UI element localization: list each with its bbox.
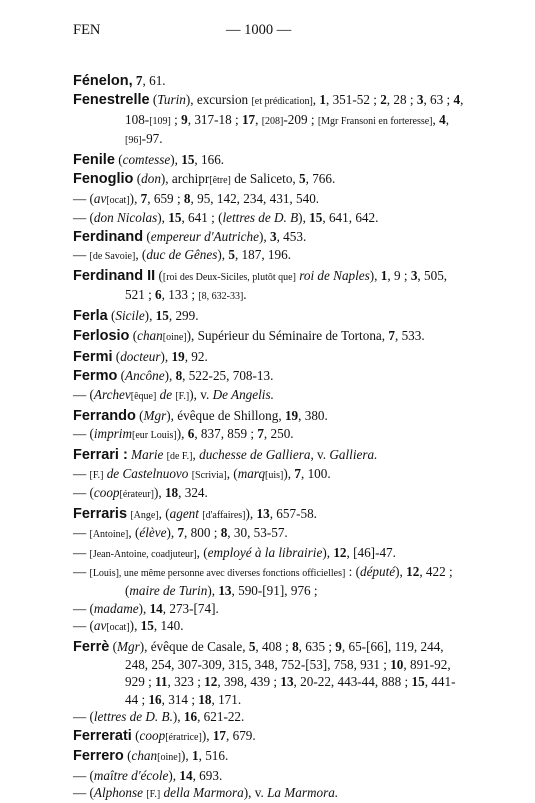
index-subentry <box>73 524 468 543</box>
italic-text: marq <box>237 465 266 481</box>
entry-text: ), <box>369 267 381 283</box>
entry-text: ), <box>181 748 193 764</box>
volume-number: 7 <box>140 190 148 206</box>
italic-text: docteur <box>120 348 161 364</box>
entry-headword: Ferrè <box>73 638 110 655</box>
entry-text: ( <box>149 92 158 108</box>
volume-number: 4 <box>439 111 446 127</box>
entry-text: , 133 ; <box>161 287 199 303</box>
italic-text: comtesse <box>122 151 171 167</box>
bracket-note: [de Savoie] <box>89 251 136 263</box>
entry-text: , 679. <box>226 727 256 743</box>
entry-text: , 273-[74]. <box>162 600 219 616</box>
entry-text: , 108- <box>125 92 464 127</box>
index-entry <box>73 72 468 90</box>
entry-text: ), <box>201 727 213 743</box>
entry-text: — ( <box>73 425 94 441</box>
italic-text: Mgr <box>143 407 167 423</box>
italic-text: De Angelis. <box>212 386 274 402</box>
entry-text: ( <box>117 368 126 384</box>
entry-text: ), <box>322 544 334 560</box>
volume-number: 15 <box>411 674 425 690</box>
volume-number: 11 <box>155 674 168 690</box>
italic-text: roi de Naples <box>299 267 370 283</box>
volume-number: 19 <box>171 348 185 364</box>
entry-text: , 380. <box>298 407 328 423</box>
entry-text: , <box>432 111 440 127</box>
entry-text: ( <box>135 407 144 423</box>
volume-number: 6 <box>187 425 195 441</box>
bracket-note: [de F.] <box>166 450 193 462</box>
entry-text: ), v. <box>189 386 213 402</box>
volume-number: 8 <box>292 638 299 654</box>
index-entry <box>73 170 468 189</box>
entry-text: — <box>73 247 90 263</box>
index-subentry <box>73 708 468 725</box>
index-subentry <box>73 600 468 617</box>
italic-text: duc de Gênes <box>146 247 218 263</box>
entry-text: — ( <box>73 617 94 633</box>
bracket-note: [Jean-Antoine, coadjuteur] <box>89 548 197 560</box>
entry-text: -209 ; <box>283 111 318 127</box>
volume-number: 3 <box>416 92 424 108</box>
entry-text: , <box>192 446 200 462</box>
entry-text: , 505, 521 ; <box>125 267 448 303</box>
entry-text: , 635 ; <box>298 638 336 654</box>
entry-text: , 9 ; <box>387 267 411 283</box>
volume-number: 7 <box>177 525 185 541</box>
volume-number: 15 <box>168 210 182 226</box>
entry-text: — <box>73 544 90 560</box>
entry-text: ), <box>395 563 407 579</box>
italic-text: Galliera. <box>329 446 378 462</box>
entry-text: ), <box>298 210 310 226</box>
page-number: — 1000 — <box>226 22 292 38</box>
entry-text: , 299. <box>168 308 199 324</box>
entry-text: , [46]-47. <box>346 544 396 560</box>
index-subentry <box>73 767 468 784</box>
entry-text: — ( <box>73 600 94 616</box>
entry-text: ), <box>176 425 188 441</box>
index-subentry <box>73 209 468 226</box>
entry-text: , 65-[66], 119, 244, 248, 254, 307-309, 315, 348, 752-[53], 758, 931 ; <box>125 638 444 672</box>
volume-number: 15 <box>155 308 169 324</box>
volume-number: 13 <box>280 674 294 690</box>
volume-number: 9 <box>335 638 342 654</box>
italic-text: agent <box>169 506 199 522</box>
entry-text: , <box>312 92 320 108</box>
bracket-note: [ocat] <box>106 194 130 206</box>
entry-headword: Ferrando <box>73 407 136 424</box>
bracket-note: [eur Louis] <box>132 429 177 441</box>
entry-text: ), <box>207 583 219 599</box>
index-entry <box>73 267 468 306</box>
entry-text: ), excursion <box>185 92 252 108</box>
volume-number: 15 <box>140 617 154 633</box>
volume-number: 16 <box>183 708 198 724</box>
volume-number: 15 <box>309 210 323 226</box>
bracket-note: [ératrice] <box>165 731 202 743</box>
index-entry <box>73 727 468 746</box>
entry-text: , 250. <box>263 425 294 441</box>
entry-text: ), <box>217 247 229 263</box>
entry-text: , 187, 196. <box>234 247 291 263</box>
italic-text: Marie <box>131 446 164 462</box>
italic-text: madame <box>93 600 139 616</box>
entry-headword: Ferraris <box>73 506 128 523</box>
volume-number: 12 <box>333 544 347 560</box>
entry-text: ), <box>138 600 150 616</box>
index-entry <box>73 307 468 325</box>
bracket-note: [Scrivia] <box>191 469 227 481</box>
volume-number: 13 <box>256 506 270 522</box>
italic-text: coop <box>93 485 120 501</box>
entry-text: — ( <box>73 485 94 501</box>
entry-text: , 659 ; <box>147 190 184 206</box>
volume-number: 7 <box>135 72 143 88</box>
index-subentry <box>73 544 468 563</box>
bracket-note: [96] <box>125 134 142 146</box>
bracket-note: [208] <box>261 115 284 127</box>
entry-text: ( <box>107 308 116 324</box>
entry-text: ), <box>164 368 176 384</box>
entry-text: , 621-22. <box>197 708 245 724</box>
volume-number: 10 <box>390 656 404 672</box>
entry-text: , 92. <box>184 348 208 364</box>
italic-text: La Marmora. <box>267 784 339 800</box>
entry-text: ( <box>131 727 140 743</box>
entry-headword: Ferlosio <box>73 327 130 344</box>
entry-text: — ( <box>73 210 94 226</box>
italic-text: lettres de D. B. <box>93 708 173 724</box>
entry-text: , 837, 859 ; <box>194 425 258 441</box>
entry-text: , 314 ; <box>161 691 199 707</box>
bracket-note: [Antoine] <box>89 529 129 541</box>
entry-headword: Ferla <box>73 308 108 325</box>
bracket-note: [Mgr Fransoni en forteresse] <box>317 115 433 127</box>
entry-text: ; <box>170 111 182 127</box>
index-subentry <box>73 784 468 803</box>
entry-text: , ( <box>196 544 208 560</box>
italic-text: élève <box>139 525 167 541</box>
entry-text: ), <box>144 308 156 324</box>
italic-text: av <box>93 190 107 206</box>
running-head: FEN <box>73 22 101 38</box>
entry-text: ), <box>157 210 169 226</box>
entry-text: , ( <box>135 247 147 263</box>
volume-number: 4 <box>453 92 461 108</box>
index-entry <box>73 348 468 366</box>
index-subentry <box>73 617 468 636</box>
bracket-note: [d'affaires] <box>202 510 246 522</box>
index-entry <box>73 638 468 708</box>
italic-text: av <box>93 617 107 633</box>
bracket-note: [oine] <box>157 752 182 764</box>
entry-text: , ( <box>226 465 238 481</box>
italic-text: lettres de D. B <box>222 210 299 226</box>
entry-text: , 693. <box>192 767 223 783</box>
entry-text: ), <box>172 708 184 724</box>
entry-text: , ( <box>158 506 170 522</box>
entry-text: , 422 ; ( <box>125 563 453 599</box>
entry-text: . <box>243 287 247 303</box>
entry-text: ( <box>109 638 117 654</box>
entry-text: — <box>73 465 90 481</box>
entry-text: ( <box>133 171 142 187</box>
index-subentry <box>73 465 468 484</box>
entry-text: ( <box>112 348 121 364</box>
entry-text: , 324. <box>178 485 208 501</box>
entry-text: , <box>255 111 262 127</box>
italic-text: coop <box>139 727 166 743</box>
entry-text: , 323 ; <box>167 674 205 690</box>
entry-text: , 800 ; <box>184 525 221 541</box>
entry-text: — ( <box>73 190 94 206</box>
italic-text: Turin <box>157 92 186 108</box>
entry-text: , <box>445 111 449 127</box>
entry-text: , 641 ; ( <box>181 210 223 226</box>
entry-headword: Ferrari : <box>73 446 128 463</box>
italic-text: maître d'école <box>93 767 169 783</box>
index-entry <box>73 367 468 385</box>
index-entries <box>73 70 468 803</box>
volume-number: 16 <box>148 691 162 707</box>
volume-number: 5 <box>228 247 235 263</box>
index-entry <box>73 91 468 149</box>
volume-number: 3 <box>410 267 418 283</box>
entry-text: ), <box>129 617 141 633</box>
entry-text: : ( <box>345 563 360 579</box>
volume-number: 5 <box>299 171 306 187</box>
index-subentry <box>73 425 468 444</box>
entry-text: , 95, 142, 234, 431, 540. <box>190 190 320 206</box>
entry-headword: Fenestrelle <box>73 92 150 109</box>
bracket-note: [ocat] <box>106 621 130 633</box>
entry-text: ), Supérieur du Séminaire de Tortona, <box>186 327 389 343</box>
italic-text: Ancône <box>125 368 165 384</box>
entry-text: , 28 ; <box>386 92 417 108</box>
entry-text: , v. <box>310 446 330 462</box>
bracket-note: [êque] <box>130 390 157 402</box>
volume-number: 12 <box>406 563 420 579</box>
entry-text: ), <box>168 767 180 783</box>
entry-text: , 171. <box>211 691 242 707</box>
entry-text: ), <box>245 506 257 522</box>
entry-headword: Fenile <box>73 151 115 168</box>
italic-text: de Castelnuovo <box>106 465 189 481</box>
volume-number: 7 <box>294 465 301 481</box>
entry-text: , 522-25, 708-13. <box>182 368 274 384</box>
bracket-note: [oine] <box>162 331 187 343</box>
entry-headword: Fénelon, <box>73 72 133 89</box>
entry-text: -97. <box>141 130 163 146</box>
index-entry <box>73 446 468 465</box>
entry-headword: Ferdinand II <box>73 267 156 284</box>
entry-text: ( <box>129 327 138 343</box>
volume-number: 13 <box>218 583 232 599</box>
italic-text: chan <box>131 748 158 764</box>
volume-number: 2 <box>380 92 387 108</box>
index-entry <box>73 228 468 246</box>
entry-text: , 351-52 ; <box>325 92 381 108</box>
entry-text: ), v. <box>243 784 268 800</box>
index-entry <box>73 327 468 346</box>
entry-text: , 140. <box>153 617 184 633</box>
entry-text: ), <box>153 485 165 501</box>
volume-number: 17 <box>212 727 227 743</box>
volume-number: 12 <box>204 674 218 690</box>
italic-text: duchesse de Galliera <box>199 446 311 462</box>
italic-text: Sicile <box>115 308 145 324</box>
index-subentry <box>73 190 468 209</box>
italic-text: don Nicolas <box>93 210 158 226</box>
entry-text: , 63 ; <box>423 92 454 108</box>
bracket-note: [F.] <box>146 788 161 800</box>
entry-text: , 641, 642. <box>322 210 379 226</box>
entry-text: , 100. <box>300 465 331 481</box>
index-subentry <box>73 484 468 503</box>
entry-text: — ( <box>73 386 94 402</box>
bracket-note: [et prédication] <box>251 96 313 108</box>
entry-text: , 166. <box>194 151 225 167</box>
bracket-note: [F.] <box>89 469 104 481</box>
entry-text: — ( <box>73 784 94 800</box>
volume-number: 8 <box>183 190 191 206</box>
index-subentry <box>73 386 468 405</box>
bracket-note: [roi des Deux-Siciles, plutôt que] <box>162 271 296 283</box>
entry-headword: Ferrero <box>73 748 124 765</box>
entry-text: , 453. <box>276 228 307 244</box>
entry-text: ( <box>114 151 123 167</box>
italic-text: imprim <box>93 425 132 441</box>
bracket-note: [érateur] <box>119 489 154 501</box>
entry-text: , 398, 439 ; <box>217 674 281 690</box>
bracket-note: [être] <box>209 175 231 187</box>
italic-text: maire de Turin <box>129 583 208 599</box>
entry-text: , 766. <box>305 171 336 187</box>
index-subentry <box>73 246 468 265</box>
volume-number: 3 <box>269 228 277 244</box>
entry-headword: Fermi <box>73 348 113 365</box>
volume-number: 8 <box>220 525 228 541</box>
entry-text: ), <box>160 348 172 364</box>
volume-number: 7 <box>257 425 264 441</box>
italic-text: député <box>359 563 396 579</box>
index-entry <box>73 407 468 425</box>
entry-headword: Ferdinand <box>73 228 144 245</box>
index-subentry <box>73 563 468 600</box>
volume-number: 6 <box>155 287 162 303</box>
entry-text: de Saliceto, <box>230 171 300 187</box>
entry-text: ), <box>166 525 178 541</box>
entry-text: ( <box>155 267 163 283</box>
volume-number: 14 <box>149 600 163 616</box>
bracket-note: [109] <box>149 115 171 127</box>
entry-text: , 408 ; <box>255 638 293 654</box>
entry-text: , 441-44 ; <box>125 674 456 707</box>
volume-number: 1 <box>192 748 199 764</box>
italic-text: chan <box>137 327 163 343</box>
volume-number: 18 <box>198 691 212 707</box>
italic-text: Alphonse <box>93 784 143 800</box>
index-entry <box>73 151 468 169</box>
italic-text: empereur d'Autriche <box>150 228 259 244</box>
entry-text: , ( <box>128 525 140 541</box>
bracket-note: [8, 632-33] <box>198 291 244 303</box>
entry-text: , 20-22, 443-44, 888 ; <box>293 674 412 690</box>
italic-text: Mgr <box>116 638 140 654</box>
entry-text: ), évêque de Shillong, <box>166 407 285 423</box>
entry-text: ), <box>129 190 141 206</box>
entry-text: , 533. <box>394 327 425 343</box>
italic-text: Archev <box>93 386 131 402</box>
volume-number: 1 <box>380 267 388 283</box>
volume-number: 1 <box>319 92 326 108</box>
italic-text: don <box>141 171 161 187</box>
volume-number: 8 <box>175 368 183 384</box>
italic-text: della Marmora <box>163 784 244 800</box>
entry-text: — <box>73 525 90 541</box>
volume-number: 15 <box>181 151 195 167</box>
index-entry <box>73 747 468 766</box>
volume-number: 9 <box>181 111 188 127</box>
entry-text: — ( <box>73 767 94 783</box>
bracket-note: [Ange] <box>130 510 159 522</box>
entry-text: ), évêque de Casale, <box>139 638 249 654</box>
entry-text: , 61. <box>142 72 166 88</box>
entry-text: , 590-[91], 976 ; <box>231 583 318 599</box>
volume-number: 5 <box>248 638 256 654</box>
volume-number: 19 <box>284 407 299 423</box>
entry-text: , 516. <box>198 748 229 764</box>
entry-text: ), <box>283 465 295 481</box>
entry-text: — ( <box>73 708 94 724</box>
entry-headword: Ferrerati <box>73 727 132 744</box>
entry-headword: Fermo <box>73 368 118 385</box>
entry-text: ), <box>170 151 182 167</box>
entry-text: , 891-92, 929 ; <box>125 656 451 690</box>
bracket-note: [F.] <box>175 390 190 402</box>
bracket-note: [uis] <box>265 469 284 481</box>
italic-text: employé à la librairie <box>207 544 323 560</box>
volume-number: 17 <box>241 111 256 127</box>
volume-number: 18 <box>164 485 179 501</box>
volume-number: 7 <box>388 327 395 343</box>
entry-text: ( <box>143 228 151 244</box>
entry-text: ( <box>123 748 132 764</box>
entry-text: , 657-58. <box>269 506 317 522</box>
entry-text: , 30, 53-57. <box>227 525 288 541</box>
entry-text: ), archipr <box>160 171 210 187</box>
entry-text: , 317-18 ; <box>187 111 242 127</box>
index-entry <box>73 505 468 524</box>
entry-headword: Fenoglio <box>73 171 134 188</box>
entry-text: ), <box>258 228 270 244</box>
bracket-note: [Louis], une même personne avec diverses fonctions officielles] <box>89 567 346 579</box>
italic-text: de <box>159 386 173 402</box>
entry-text: — <box>73 563 90 579</box>
volume-number: 14 <box>179 767 193 783</box>
